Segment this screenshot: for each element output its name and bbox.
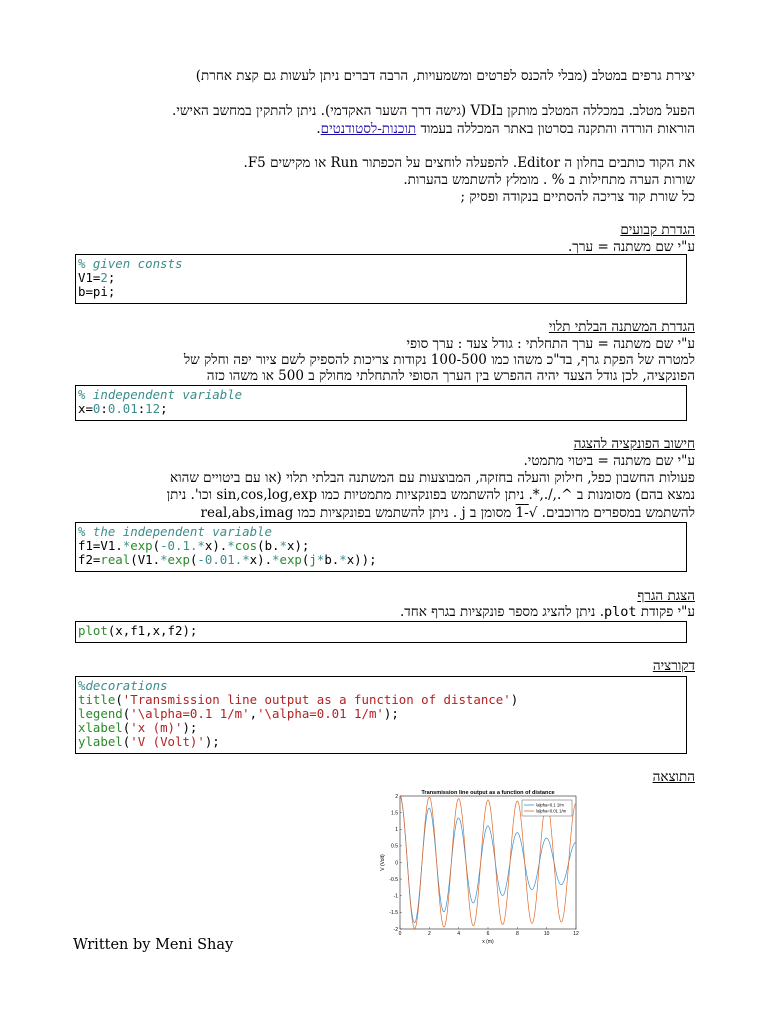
independent-variable-heading: הגדרת המשתנה הבלתי תלוי bbox=[548, 319, 695, 335]
code-operator: . bbox=[189, 538, 198, 553]
legend-label-2: \alpha=0.01 1/m bbox=[536, 808, 567, 814]
plot-code-block bbox=[75, 621, 687, 643]
code-function: exp bbox=[279, 552, 302, 567]
intro-line-4: את הקוד כותבים בחלון ה Editor. להפעלה לוחצים על הכפתור Run או מקישים F5. bbox=[243, 155, 695, 171]
code-function: real bbox=[100, 552, 131, 567]
y-tick-label: 0 bbox=[395, 860, 398, 867]
sqrt-argument: -1 bbox=[515, 505, 529, 521]
code-comment: % the independent variable bbox=[78, 524, 272, 539]
function-heading: חישוב הפונקציה להצגה bbox=[573, 436, 695, 452]
code-text: b. bbox=[324, 552, 340, 567]
intro-line-5: שורות הערה מתחילות ב % . מומלץ להשתמש בהערות. bbox=[403, 172, 695, 188]
y-axis-label: V (Volt) bbox=[380, 854, 386, 871]
students-software-link[interactable]: תוכנות-לסטודנטים bbox=[320, 121, 417, 137]
function-desc-4 bbox=[70, 504, 695, 522]
code-function: xlabel bbox=[78, 720, 123, 735]
code-operator: * bbox=[242, 552, 250, 567]
code-text: ( bbox=[152, 538, 161, 553]
code-text: : bbox=[137, 401, 146, 416]
code-text: ; bbox=[160, 401, 168, 416]
code-text: ( bbox=[189, 552, 198, 567]
code-operator: * bbox=[316, 552, 325, 567]
y-tick-label: 0.5 bbox=[391, 843, 398, 850]
result-chart bbox=[372, 786, 584, 948]
x-tick-label: 6 bbox=[486, 931, 490, 937]
sqrt-symbol: √ bbox=[528, 505, 538, 521]
code-operator: * bbox=[197, 538, 205, 553]
code-text: x)); bbox=[346, 552, 377, 567]
constants-desc: ע"י שם משתנה = ערך. bbox=[568, 239, 695, 255]
code-text: x). bbox=[249, 552, 273, 567]
plot-command: plot bbox=[604, 604, 637, 620]
code-operator: * bbox=[122, 538, 131, 553]
legend-label-1: \alpha=0.1 1/m bbox=[536, 802, 564, 808]
plot-desc-b: . ניתן להציג מספר פונקציות בגרף אחד. bbox=[399, 604, 605, 620]
code-text: : bbox=[100, 401, 108, 416]
code-text: b=pi; bbox=[78, 284, 116, 299]
y-tick-label: -0.5 bbox=[389, 876, 398, 883]
y-tick-label: -1 bbox=[393, 893, 398, 900]
code-number: -0.01 bbox=[197, 552, 235, 567]
code-operator: * bbox=[272, 552, 280, 567]
function-desc-4b: מסומן ב j . ניתן להשתמש בפונקציות כמו real,abs,imag bbox=[200, 505, 516, 521]
code-comment: % independent variable bbox=[78, 387, 243, 402]
code-function: plot bbox=[78, 623, 108, 638]
independent-variable-desc-1: ע"י שם משתנה = ערך התחלתי : גודל צעד : ערך סופי bbox=[406, 336, 695, 352]
x-tick-label: 10 bbox=[543, 931, 550, 937]
constants-heading: הגדרת קבועים bbox=[620, 222, 695, 238]
independent-variable-desc-3: הפונקציה, לכן גודל הצעד יהיה ההפרש בין הערך הסופי להתחלתי מחולק ב 500 או משהו כזה bbox=[206, 368, 695, 384]
intro-line-2: הפעל מטלב. במכללה המטלב מותקן בVDI (גישה דרך השער האקדמי). ניתן להתקין במחשב האישי. bbox=[172, 103, 695, 119]
code-text: (x,f1,x,f2); bbox=[107, 623, 198, 638]
constants-code-block bbox=[75, 254, 687, 304]
code-text: ; bbox=[107, 270, 116, 285]
y-tick-label: -2 bbox=[393, 926, 398, 933]
independent-variable-desc-2: למטרה של הפקת גרף, בד"כ משהו כמו 100-500 נקודות צריכות להספיק לשם ציור יפה וחלק של bbox=[183, 352, 695, 368]
plot-heading: הצגת הגרף bbox=[637, 588, 695, 604]
code-text: f2= bbox=[78, 552, 101, 567]
code-function: exp bbox=[167, 552, 190, 567]
plot-desc bbox=[70, 603, 695, 621]
intro-line-6: כל שורת קוד צריכה להסתיים בנקודה ופסיק ; bbox=[460, 189, 695, 205]
code-text: x). bbox=[204, 538, 228, 553]
decorations-heading: דקורציה bbox=[652, 658, 695, 674]
x-tick-label: 12 bbox=[573, 931, 579, 937]
y-tick-label: -1.5 bbox=[389, 910, 398, 917]
code-number: 0 bbox=[92, 401, 101, 416]
code-comment: %decorations bbox=[78, 678, 168, 693]
intro-line-3-text: הוראות הורדה והתקנה בסרטון באתר המכללה בעמוד bbox=[416, 121, 695, 137]
code-text: ( bbox=[301, 552, 310, 567]
function-code-block bbox=[75, 522, 687, 572]
code-string: 'V (Volt)' bbox=[130, 734, 205, 749]
result-heading: התוצאה bbox=[652, 769, 695, 785]
chart-title: Transmission line output as a function of distance bbox=[421, 790, 555, 796]
x-tick-label: 4 bbox=[457, 931, 461, 937]
function-desc-1: ע"י שם משתנה = ביטוי מתמטי. bbox=[523, 453, 695, 469]
code-operator: * bbox=[279, 538, 287, 553]
code-operator: * bbox=[339, 552, 347, 567]
code-string: 'x (m)' bbox=[130, 720, 183, 735]
intro-line-3 bbox=[70, 120, 695, 138]
code-string: 'Transmission line output as a function of distance' bbox=[122, 692, 511, 707]
code-function: title bbox=[78, 692, 116, 707]
signature: Written by Meni Shay bbox=[73, 937, 234, 953]
x-tick-label: 2 bbox=[427, 931, 431, 937]
x-tick-label: 8 bbox=[515, 931, 519, 937]
code-function: cos bbox=[234, 538, 258, 553]
code-text: f1=V1. bbox=[78, 538, 123, 553]
x-tick-label: 0 bbox=[398, 931, 402, 937]
code-operator: * bbox=[227, 538, 235, 553]
code-text: (V1. bbox=[130, 552, 161, 567]
code-text: x= bbox=[78, 401, 93, 416]
code-number: 0.01 bbox=[107, 401, 138, 416]
code-string: '\alpha=0.01 1/m' bbox=[257, 706, 384, 721]
code-comment: % given consts bbox=[78, 256, 183, 271]
code-number: 12 bbox=[145, 401, 161, 416]
function-desc-3: נמצא בהם) מסומנות ב ^.,/.,*. ניתן להשתמש בפונקציות מתמטיות כמו sin,cos,log,exp וכו'. ניתן bbox=[166, 487, 695, 503]
y-tick-label: 1.5 bbox=[391, 810, 398, 817]
code-operator: * bbox=[160, 552, 168, 567]
code-function: ylabel bbox=[78, 734, 123, 749]
code-operator: . bbox=[234, 552, 243, 567]
code-text: V1= bbox=[78, 270, 101, 285]
code-function: exp bbox=[130, 538, 153, 553]
decorations-code-block: %decorations title('Transmission line output as a function of distance') legend('\alpha=0.1 1/m','\alpha=0.01 1/m'); xlabel('x (m)'); ylabel('V (Volt)'); bbox=[75, 676, 687, 754]
code-function: j bbox=[309, 552, 317, 567]
intro-line-3-end: . bbox=[316, 121, 321, 137]
code-string: '\alpha=0.1 1/m' bbox=[130, 706, 250, 721]
y-tick-label: 2 bbox=[395, 793, 398, 800]
intro-line-1: יצירת גרפים במטלב (מבלי להכנס לפרטים ומשמעויות, הרבה דברים ניתן לעשות גם קצת אחרת) bbox=[195, 68, 695, 84]
code-function: legend bbox=[78, 706, 123, 721]
code-text: x); bbox=[286, 538, 310, 553]
function-desc-2: פעולות החשבון כפל, חילוק והעלה בחזקה, המבוצעות עם המשתנה הבלתי תלוי (או עם ביטויים שהוא bbox=[170, 470, 695, 486]
function-desc-4a: להשתמש במספרים מרוכבים. bbox=[537, 505, 695, 521]
y-tick-label: 1 bbox=[395, 827, 398, 834]
plot-desc-a: ע"י פקודת bbox=[636, 604, 695, 620]
code-text: (b. bbox=[257, 538, 280, 553]
independent-variable-code-block bbox=[75, 385, 687, 421]
code-number: -0.1 bbox=[160, 538, 190, 553]
code-number: 2 bbox=[100, 270, 108, 285]
x-axis-label: x (m) bbox=[482, 939, 494, 945]
